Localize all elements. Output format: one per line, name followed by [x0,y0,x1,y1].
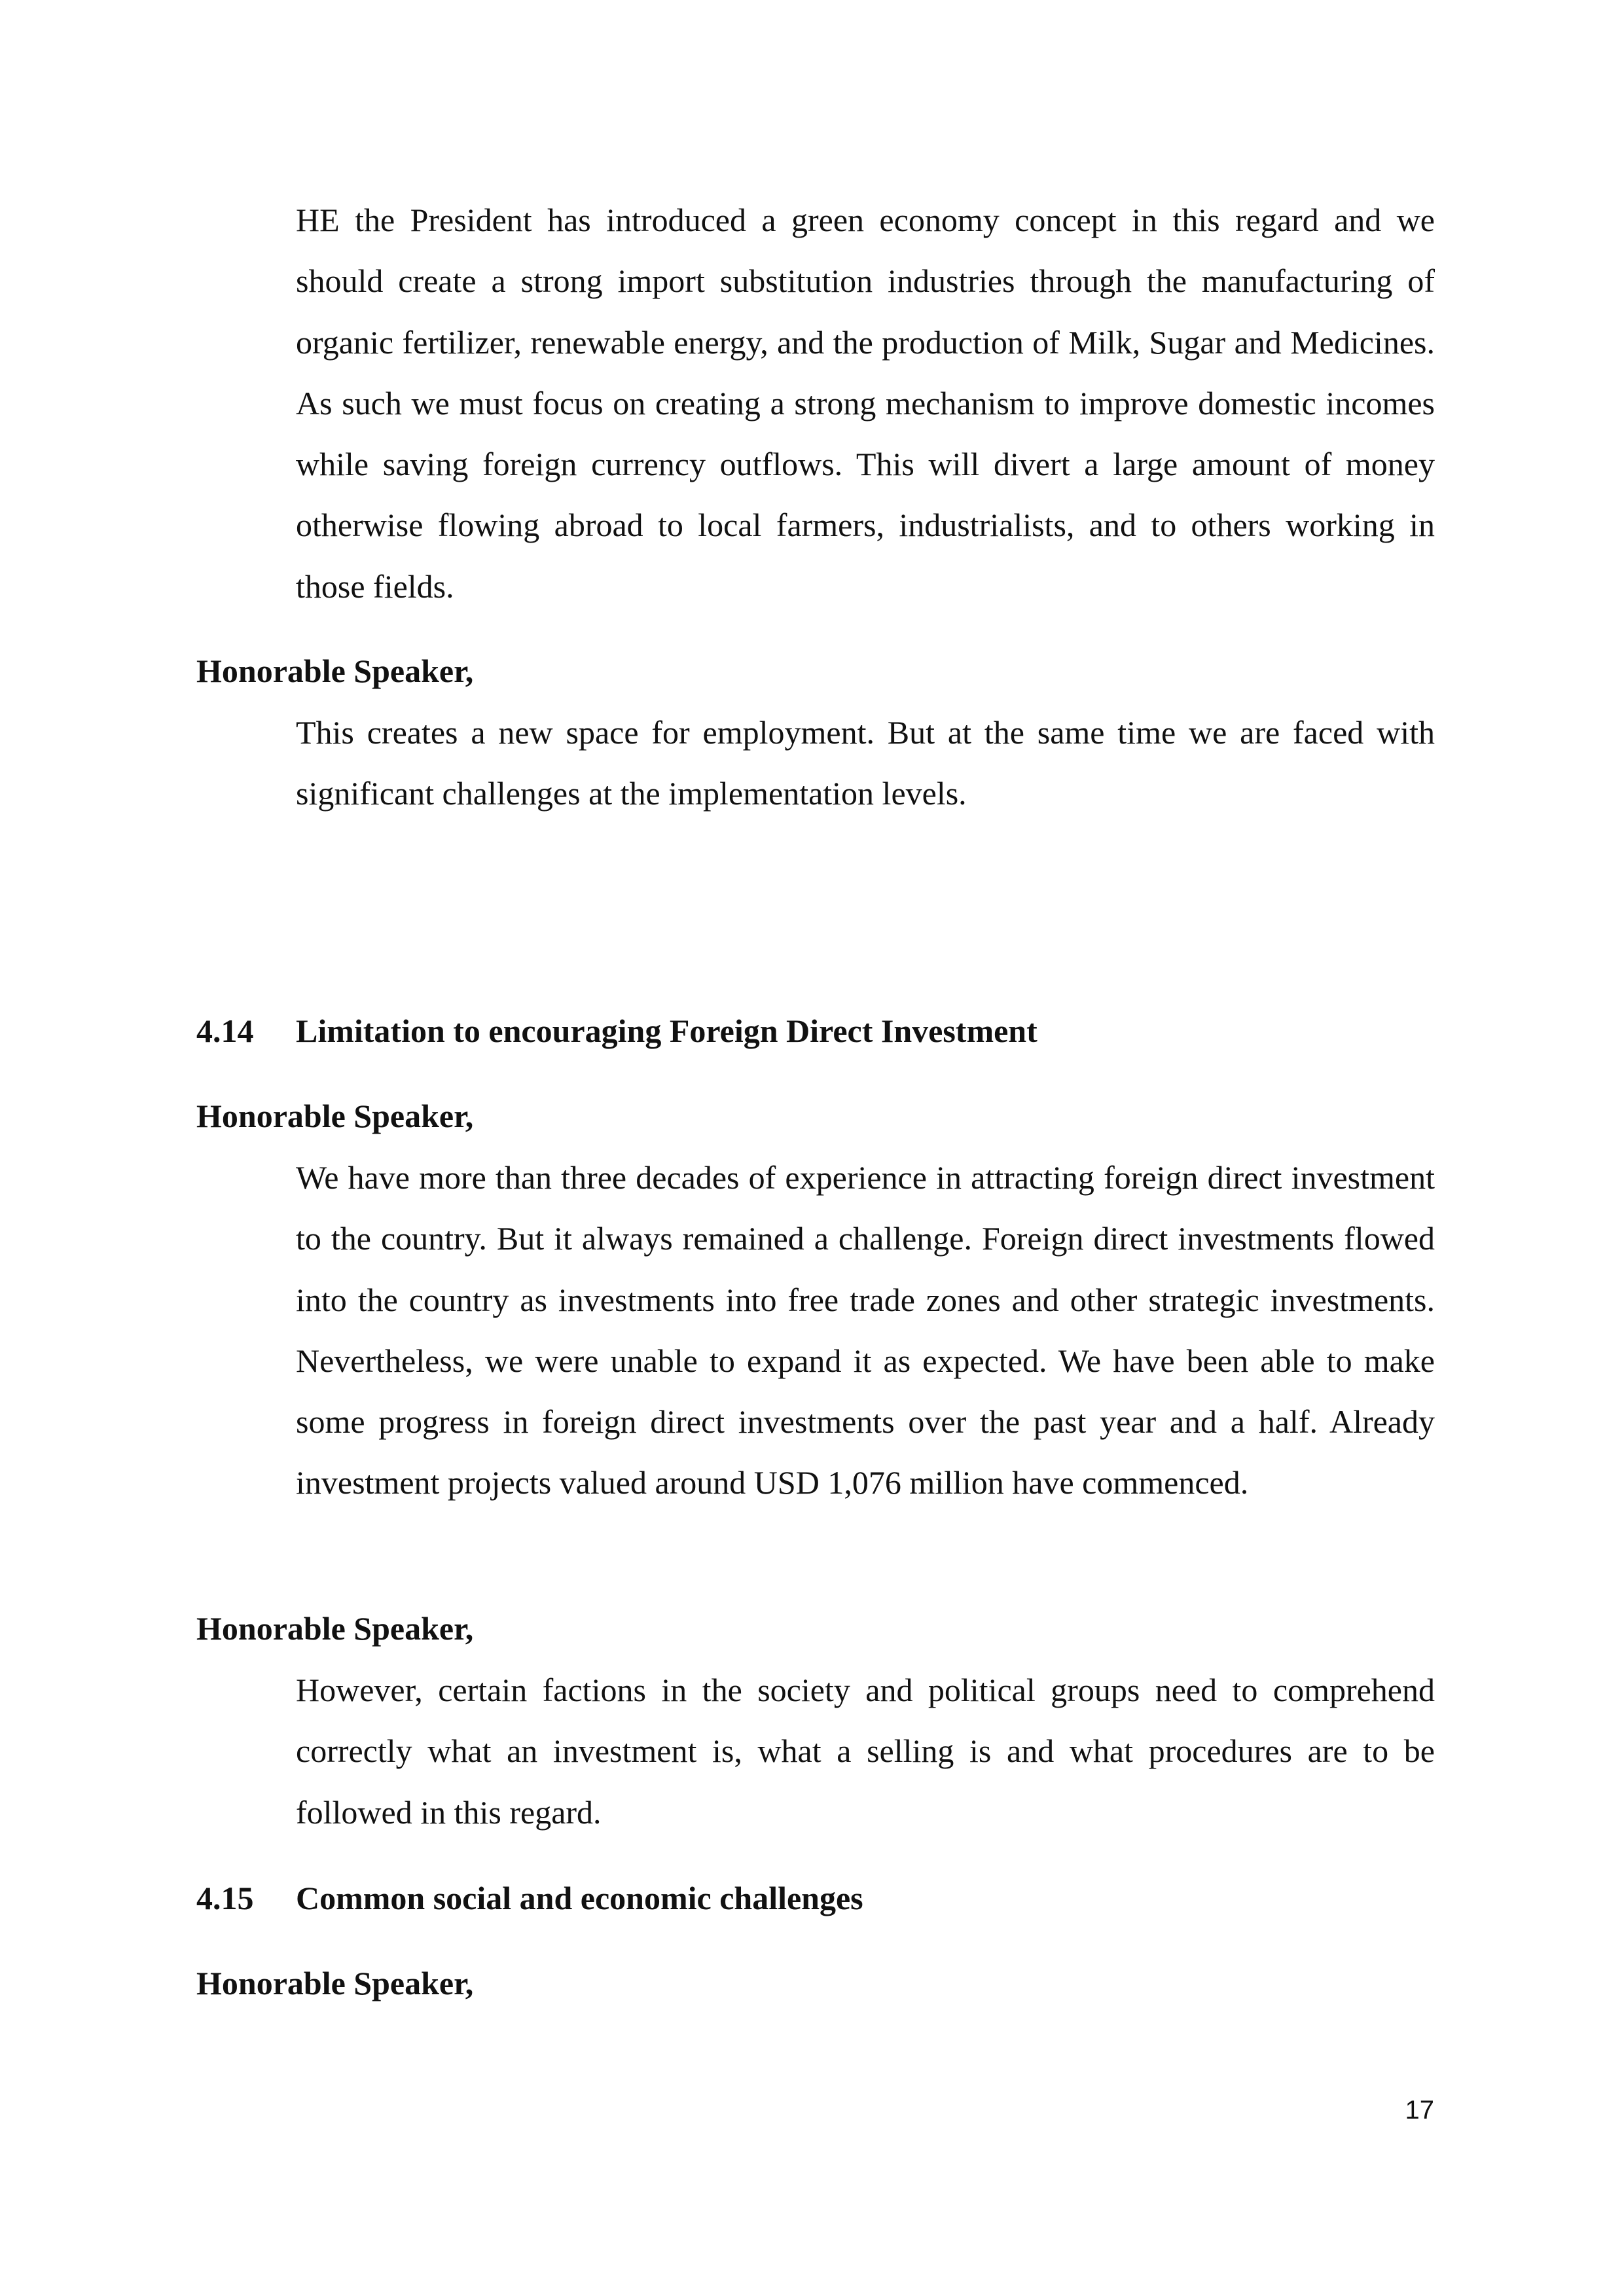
salutation-honorable-speaker: Honorable Speaker, [196,1965,474,2001]
paragraph-investment-comprehension: However, certain factions in the society and political groups need to comprehend correctly what an investment is, what a selling is and what procedures are to be followed in this regard. [296,1672,1435,1831]
page-number: 17 [1405,2096,1434,2125]
section-heading-4-14 [196,1011,1038,1050]
paragraph-green-economy: HE the President has introduced a green economy concept in this regard and we should create a strong import substitution industries through the manufacturing of organic fertilizer, renewable energy, and the production of Milk, Sugar and Medicines. As such we must focus on creating a strong mechanism to improve domestic incomes while saving foreign currency outflows. This will divert a large amount of money otherwise flowing abroad to local farmers, industrialists, and to others working in those fields. [296,202,1435,605]
salutation-honorable-speaker: Honorable Speaker, [196,1610,474,1647]
section-title: Common social and economic challenges [296,1880,863,1916]
section-title: Limitation to encouraging Foreign Direct Investment [296,1013,1038,1049]
salutation-honorable-speaker: Honorable Speaker, [196,1098,474,1134]
salutation-honorable-speaker: Honorable Speaker, [196,653,474,689]
section-number: 4.14 [196,1013,254,1049]
paragraph-foreign-direct-investment: We have more than three decades of experience in attracting foreign direct investment to the country. But it always remained a challenge. Foreign direct investments flowed into the country as investments into free trade zones and other strategic investments. Nevertheless, we were unable to expand it as expected. We have been able to make some progress in foreign direct investments over the past year and a half. Already investment projects valued around USD 1,076 million have commenced. [296,1159,1435,1501]
section-heading-4-15 [196,1878,863,1918]
section-number: 4.15 [196,1880,254,1916]
paragraph-employment: This creates a new space for employment. But at the same time we are faced with significant challenges at the implementation levels. [296,714,1435,812]
